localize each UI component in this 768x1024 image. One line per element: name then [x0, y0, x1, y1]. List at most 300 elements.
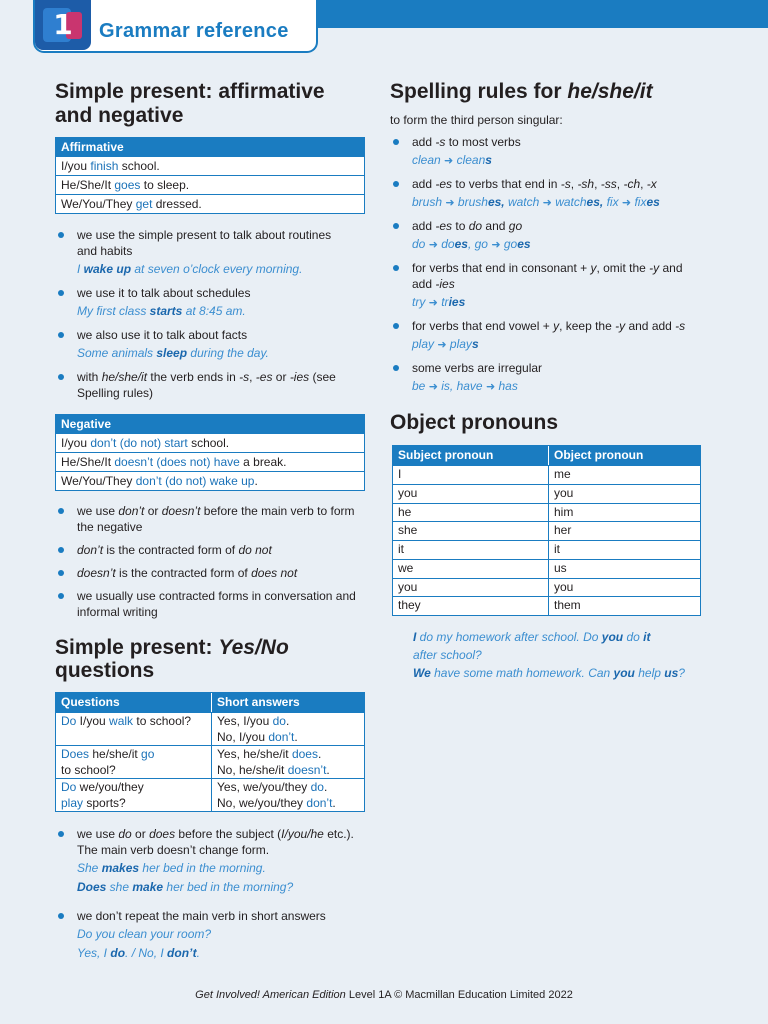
- text: or: [144, 504, 162, 518]
- highlighted-verb: play: [61, 796, 84, 810]
- text-line: [77, 542, 365, 558]
- example-text: , go: [467, 237, 492, 251]
- italic-term: go: [508, 219, 523, 233]
- negative-table: [55, 414, 365, 491]
- bullet-example: [412, 150, 700, 170]
- example-text: clean: [412, 153, 445, 167]
- text-line: [77, 859, 365, 878]
- text: .: [294, 730, 298, 744]
- highlighted-verb: doesn’t (does not) have: [114, 455, 240, 469]
- object-pronouns-table: [392, 445, 701, 616]
- bullet-dot: [393, 365, 399, 371]
- table-cell: it: [548, 541, 700, 559]
- text: add: [412, 177, 436, 191]
- italic-term: don’t: [77, 543, 104, 557]
- text: and negative: [55, 104, 184, 127]
- text: is the contracted form of: [115, 566, 252, 580]
- italic-term: doesn’t: [161, 504, 201, 518]
- text: .: [285, 714, 290, 728]
- bullet-dot: [58, 374, 64, 380]
- text: to verbs that end in: [452, 177, 561, 191]
- example-text: brush: [454, 195, 488, 209]
- italic-term: do: [118, 827, 132, 841]
- italic-term: doesn’t: [77, 566, 116, 580]
- text: ,: [570, 177, 578, 191]
- example-emphasis: us: [664, 666, 679, 680]
- table-cell: her: [548, 522, 700, 540]
- text: we use the simple present to talk about routines: [77, 228, 332, 242]
- text-line: [390, 411, 558, 435]
- text-line: [217, 729, 359, 745]
- bullet-dot: [58, 232, 64, 238]
- bullet-dot: [393, 139, 399, 145]
- table-cell: it: [398, 542, 404, 556]
- text: we use: [77, 827, 119, 841]
- text-line: [77, 285, 365, 301]
- text-line: [412, 360, 700, 376]
- example-text: do: [437, 237, 455, 251]
- text: .: [254, 474, 258, 488]
- arrow-icon: ➜: [428, 296, 438, 309]
- spelling-rules-list: [390, 134, 700, 402]
- bullet-text: [412, 218, 700, 234]
- example-emphasis: es: [517, 237, 531, 251]
- text: ,: [594, 177, 601, 191]
- bullet-item: [55, 327, 365, 363]
- text: .: [332, 796, 336, 810]
- bullet-example: [77, 301, 365, 321]
- text-line: [77, 519, 365, 535]
- highlighted-verb: don’t (do not) start: [90, 436, 188, 450]
- text-line: [412, 335, 700, 354]
- italic-term: -ss: [600, 177, 617, 191]
- italic-term: -es: [435, 177, 453, 191]
- text-line: [77, 302, 365, 321]
- table-cell: them: [548, 597, 700, 615]
- example-text: She: [77, 861, 102, 875]
- italic-term: -es: [255, 370, 273, 384]
- text-line: [0, 988, 768, 1002]
- table-header-cell: Subject pronoun: [398, 448, 494, 462]
- text: is the contracted form of: [103, 543, 239, 557]
- text-line: [77, 842, 365, 858]
- highlighted-verb: Does: [61, 747, 90, 761]
- text: No, I/you: [217, 730, 269, 744]
- text: add: [412, 219, 436, 233]
- table-row: [56, 194, 364, 213]
- highlighted-verb: don’t: [268, 730, 295, 744]
- bullet-item: [390, 318, 700, 354]
- example-text: is, have: [437, 379, 486, 393]
- text-line: [217, 746, 359, 762]
- example-emphasis: sleep: [156, 346, 188, 360]
- text-line: [413, 646, 685, 664]
- table-cell: [211, 746, 364, 778]
- text: some verbs are irregular: [412, 361, 543, 375]
- text: .: [317, 747, 322, 761]
- bullet-item: [55, 369, 365, 401]
- table-cell: you: [398, 579, 418, 594]
- table-row: [56, 433, 364, 452]
- example-text: My first class: [77, 304, 150, 318]
- bullet-item: [55, 227, 365, 279]
- text: before the subject (: [175, 827, 282, 841]
- text-line: [77, 243, 365, 259]
- example-text: tr: [437, 295, 449, 309]
- bullet-item: [55, 826, 365, 897]
- italic-term: y: [590, 261, 597, 275]
- text-line: [61, 779, 206, 795]
- text: add: [412, 277, 436, 291]
- example-emphasis: I: [413, 630, 417, 644]
- italic-term: does: [149, 827, 176, 841]
- text-line: [55, 104, 325, 128]
- example-text: ?: [678, 666, 685, 680]
- table-row: [393, 578, 700, 597]
- heading-spelling-rules: [390, 80, 653, 104]
- bullet-dot: [393, 223, 399, 229]
- table-cell: [56, 746, 211, 778]
- bullet-item: [55, 285, 365, 321]
- text-line: [77, 503, 365, 519]
- text: and habits: [77, 244, 133, 258]
- header-tab: [33, 0, 318, 53]
- example-text: watch: [551, 195, 587, 209]
- text-line: [390, 80, 653, 104]
- text: etc.).: [323, 827, 354, 841]
- text-line: [61, 713, 206, 729]
- example-text: go: [500, 237, 518, 251]
- text-line: [412, 276, 700, 292]
- example-text: fix: [603, 195, 622, 209]
- table-cell: us: [548, 560, 700, 578]
- text: he/she/it: [89, 747, 142, 761]
- example-emphasis: wake up: [83, 262, 132, 276]
- table-cell: she: [398, 523, 418, 538]
- text-line: [412, 235, 700, 254]
- table-cell: [211, 779, 364, 811]
- example-emphasis: We: [413, 666, 431, 680]
- affirmative-table: [55, 137, 365, 214]
- text-line: [77, 878, 365, 897]
- table-header-cell: Questions: [61, 695, 120, 709]
- text: Yes, we/you/they: [217, 780, 311, 794]
- bullet-dot: [58, 290, 64, 296]
- bullet-dot: [393, 265, 399, 271]
- italic-term: -ies: [435, 277, 455, 291]
- example-text: Do you clean your room?: [77, 927, 212, 941]
- example-text: I: [77, 262, 84, 276]
- example-emphasis: it: [643, 630, 651, 644]
- bullet-text: [412, 318, 700, 334]
- table-cell: [211, 713, 364, 745]
- object-pronouns-example: [413, 628, 685, 682]
- text: I/you: [61, 159, 91, 173]
- bullet-item: [55, 542, 365, 558]
- italic-term: -s: [675, 319, 686, 333]
- text-line: [55, 659, 289, 682]
- italic-term: y: [553, 319, 560, 333]
- example-text: her bed in the morning?: [163, 880, 294, 894]
- highlighted-verb: get: [135, 197, 153, 211]
- text: school.: [187, 436, 230, 450]
- bullet-dot: [393, 323, 399, 329]
- text-line: [413, 664, 685, 682]
- text-line: [217, 762, 359, 778]
- example-text: help: [634, 666, 665, 680]
- text: sports?: [83, 796, 126, 810]
- text: school.: [118, 159, 160, 173]
- table-row: [56, 156, 364, 175]
- table-row: [56, 778, 364, 811]
- table-cell: [56, 713, 211, 745]
- arrow-icon: ➜: [542, 196, 552, 209]
- bullet-dot: [58, 593, 64, 599]
- table-cell: me: [548, 466, 700, 484]
- italic-term: -ch: [623, 177, 641, 191]
- text-line: [77, 327, 365, 343]
- example-emphasis: starts: [149, 304, 183, 318]
- text: to school?: [61, 763, 116, 777]
- example-emphasis: s: [485, 153, 492, 167]
- example-emphasis: s: [471, 337, 479, 351]
- bullet-example: [77, 924, 365, 963]
- bullet-item: [55, 565, 365, 581]
- text: Yes, he/she/it: [217, 747, 292, 761]
- table-cell: he: [398, 504, 412, 519]
- highlighted-verb: go: [141, 747, 155, 761]
- text-line: [217, 795, 359, 811]
- text: we use: [77, 504, 119, 518]
- example-text: has: [495, 379, 518, 393]
- italic-term: do not: [238, 543, 272, 557]
- example-emphasis: make: [132, 880, 164, 894]
- bullet-example: [412, 192, 700, 212]
- header-band: [316, 0, 768, 28]
- text: or: [272, 370, 290, 384]
- text-line: [77, 369, 365, 385]
- table-row: [393, 521, 700, 540]
- example-emphasis: es: [454, 237, 468, 251]
- table-row: [393, 596, 700, 615]
- bullet-text: [77, 826, 365, 858]
- text-line: [77, 227, 365, 243]
- example-text: play: [446, 337, 472, 351]
- heading-italic: he/she/it: [567, 80, 653, 103]
- example-text: during the day.: [187, 346, 269, 360]
- text: informal writing: [77, 605, 158, 619]
- highlighted-verb: don’t (do not) wake up: [135, 474, 255, 488]
- example-text: clean: [453, 153, 486, 167]
- text: to: [452, 219, 469, 233]
- table-header-cell: Affirmative: [56, 138, 364, 156]
- bullet-text: [77, 908, 365, 924]
- bullet-dot: [58, 508, 64, 514]
- highlighted-verb: do: [310, 780, 324, 794]
- text: we usually use contracted forms in conversation and: [77, 589, 356, 603]
- example-emphasis: don’t: [167, 946, 197, 960]
- text-line: [77, 925, 365, 944]
- text-line: [55, 636, 289, 659]
- heading-affirmative-negative: [55, 80, 325, 128]
- highlighted-verb: does: [291, 747, 318, 761]
- table-row: [56, 745, 364, 778]
- bullet-item: [55, 588, 365, 620]
- text: No, we/you/they: [217, 796, 307, 810]
- example-text: do: [623, 630, 644, 644]
- bullet-item: [390, 176, 700, 212]
- text-line: [412, 293, 700, 312]
- table-header-cell: Short answers: [211, 693, 364, 712]
- example-text: .: [196, 946, 200, 960]
- highlighted-verb: don’t: [306, 796, 333, 810]
- arrow-icon: ➜: [428, 238, 438, 251]
- arrow-icon: ➜: [445, 196, 455, 209]
- text: or: [131, 827, 150, 841]
- table-header-row: [393, 446, 700, 465]
- text: with: [77, 370, 102, 384]
- text: (see: [309, 370, 336, 384]
- text: Object pronouns: [390, 411, 558, 434]
- example-emphasis: es: [646, 195, 660, 209]
- bullet-example: [77, 343, 365, 363]
- bullet-dot: [58, 913, 64, 919]
- text: Level 1A © Macmillan Education Limited 2022: [345, 989, 573, 1001]
- text: dressed.: [152, 197, 202, 211]
- bullet-item: [390, 134, 700, 170]
- table-cell: we: [398, 560, 414, 575]
- italic-term: -sh: [577, 177, 595, 191]
- example-emphasis: you: [613, 666, 635, 680]
- highlighted-verb: do: [272, 714, 286, 728]
- text-line: [77, 944, 365, 963]
- table-row: [393, 484, 700, 503]
- bullet-dot: [58, 831, 64, 837]
- table-cell: they: [398, 598, 421, 613]
- italic-term: -s: [239, 370, 250, 384]
- heading-object-pronouns: [390, 411, 558, 435]
- example-emphasis: es,: [487, 195, 505, 209]
- text: we/you/they: [76, 780, 144, 794]
- text: ,: [249, 370, 256, 384]
- arrow-icon: ➜: [485, 380, 496, 393]
- table-row: [56, 471, 364, 490]
- text: The main verb doesn’t change form.: [77, 843, 270, 857]
- italic-term: -es: [435, 219, 453, 233]
- text: we don’t repeat the main verb in short answers: [77, 909, 326, 923]
- text-line: [412, 151, 700, 170]
- bullet-text: [77, 503, 365, 535]
- example-text: at 8:45 am.: [182, 304, 246, 318]
- text: Simple present: affirmative: [55, 80, 325, 103]
- table-row: [56, 452, 364, 471]
- highlighted-verb: finish: [90, 159, 119, 173]
- table-header-cell: Negative: [56, 415, 364, 433]
- bullet-dot: [58, 332, 64, 338]
- bullet-example: [412, 292, 700, 312]
- bullet-text: [77, 542, 365, 558]
- highlighted-verb: Do: [61, 780, 77, 794]
- text: Simple present:: [55, 636, 219, 659]
- page-footer: [0, 988, 768, 1002]
- text: before the main verb to form: [200, 504, 355, 518]
- text: I/you: [76, 714, 110, 728]
- table-row: [56, 175, 364, 194]
- text-line: [412, 318, 700, 334]
- negative-notes-list: [55, 503, 365, 627]
- text: He/She/It: [61, 455, 115, 469]
- bullet-text: [77, 227, 365, 259]
- example-text: have some math homework. Can: [430, 666, 614, 680]
- text: I/you: [61, 436, 91, 450]
- text: We/You/They: [61, 474, 136, 488]
- example-text: do: [412, 237, 429, 251]
- text: a break.: [239, 455, 287, 469]
- text-line: [77, 826, 365, 842]
- italic-term: -s: [435, 135, 446, 149]
- example-text: do my homework after school. Do: [416, 630, 602, 644]
- bullet-text: [412, 134, 700, 150]
- example-emphasis: do: [110, 946, 126, 960]
- example-text: Some animals: [77, 346, 157, 360]
- table-cell: [56, 779, 211, 811]
- bullet-item: [390, 218, 700, 254]
- table-row: [393, 503, 700, 522]
- example-text: try: [412, 295, 429, 309]
- text: and add: [625, 319, 676, 333]
- highlighted-verb: Do: [61, 714, 77, 728]
- example-text: fix: [631, 195, 647, 209]
- italic-term: -x: [646, 177, 657, 191]
- table-cell: you: [398, 485, 418, 500]
- table-header-row: [56, 693, 364, 712]
- text-line: [77, 344, 365, 363]
- example-text: after school?: [413, 648, 482, 662]
- text: Spelling rules): [77, 386, 154, 400]
- arrow-icon: ➜: [437, 338, 447, 351]
- italic-term: -s: [560, 177, 571, 191]
- arrow-icon: ➜: [428, 380, 438, 393]
- text: ,: [616, 177, 624, 191]
- text: for verbs that end vowel +: [412, 319, 554, 333]
- example-emphasis: ies: [448, 295, 466, 309]
- table-cell: I: [398, 467, 402, 481]
- example-text: brush: [412, 195, 446, 209]
- text-line: [413, 628, 685, 646]
- table-row: [393, 559, 700, 578]
- italic-term: -y: [615, 319, 626, 333]
- questions-notes-list: [55, 826, 365, 974]
- highlighted-verb: walk: [109, 714, 134, 728]
- italic-term: does not: [251, 566, 298, 580]
- page-title: Grammar reference: [99, 20, 289, 42]
- text-line: [412, 260, 700, 276]
- text: add: [412, 135, 436, 149]
- text: .: [323, 780, 328, 794]
- text-line: [412, 218, 700, 234]
- text-line: [217, 713, 359, 729]
- heading-italic: Yes/No: [218, 636, 289, 659]
- text: , keep the: [559, 319, 616, 333]
- text: questions: [55, 659, 155, 682]
- italic-term: don’t: [118, 504, 145, 518]
- text: to school?: [133, 714, 192, 728]
- text: and: [482, 219, 509, 233]
- italic-term: do: [468, 219, 483, 233]
- example-emphasis: makes: [101, 861, 140, 875]
- highlighted-verb: goes: [114, 178, 141, 192]
- text: we also use it to talk about facts: [77, 328, 248, 342]
